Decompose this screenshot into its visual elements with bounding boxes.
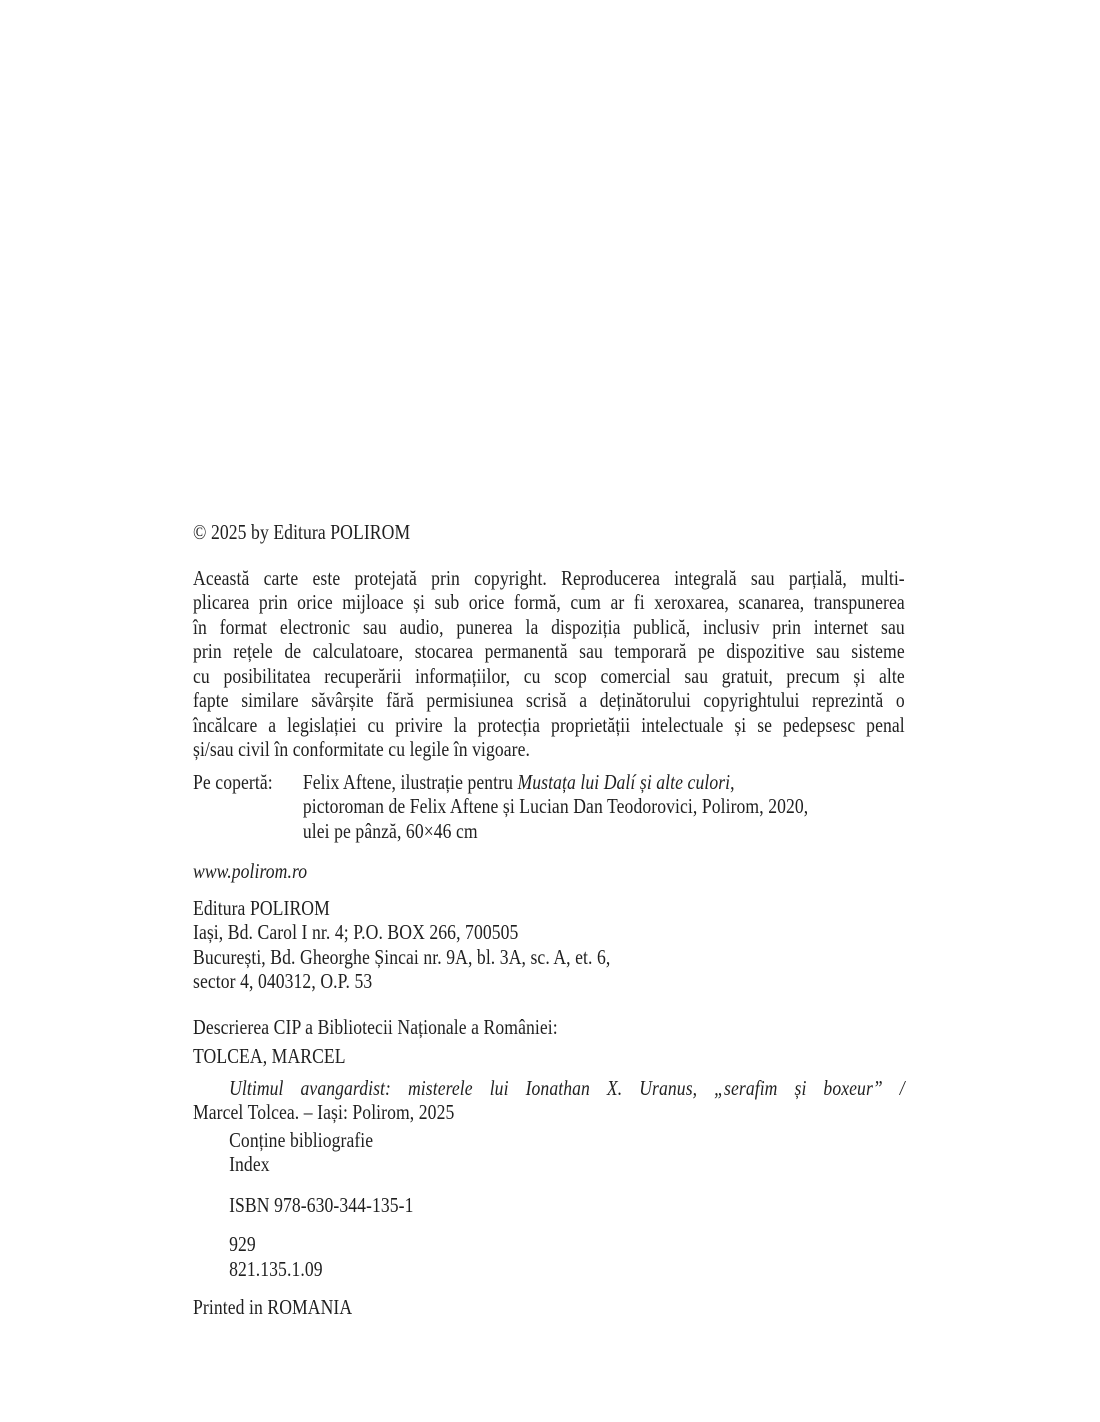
notice-line: plicarea prin orice mijloace și sub orice formă, cum ar fi xeroxarea, scanarea, transpunerea — [193, 590, 905, 614]
notice-line: și/sau civil în conformitate cu legile în vigoare. — [193, 737, 531, 761]
copyright-notice-paragraph — [193, 566, 905, 762]
publisher-address-block — [193, 896, 905, 994]
notice-line: încălcare a legislației cu privire la protecția proprietății intelectuale și se pedepsesc penal — [193, 712, 905, 737]
publisher-website: www.polirom.ro — [193, 859, 308, 883]
cover-credit-line-2: pictoroman de Felix Aftene și Lucian Dan Teodorovici, Polirom, 2020, — [302, 794, 809, 818]
cip-notes-block — [193, 1128, 905, 1177]
notice-line: în format electronic sau audio, punerea la dispoziția publică, inclusiv prin internet sau — [193, 614, 905, 639]
classification-code-1: 929 — [229, 1232, 256, 1256]
cover-artwork-title: Mustața lui Dalí și alte culori — [517, 769, 731, 794]
publisher-address-bucuresti: București, Bd. Gheorghe Șincai nr. 9A, bl. 3A, sc. A, et. 6, — [193, 944, 611, 969]
cover-credit-block — [193, 770, 905, 844]
notice-line: fapte similare săvârșite fără permisiunea scrisă a deținătorului copyrightului reprezintă o — [193, 688, 905, 712]
publisher-name: Editura POLIROM — [193, 895, 330, 920]
classification-code-2: 821.135.1.09 — [229, 1256, 323, 1281]
cover-credit-text: Felix Aftene, ilustrație pentru — [302, 769, 518, 794]
text-column — [193, 520, 905, 1320]
cip-author: TOLCEA, MARCEL — [193, 1044, 346, 1068]
cover-credit-line-3: ulei pe pânză, 60×46 cm — [302, 818, 478, 843]
printed-in-line: Printed in ROMANIA — [193, 1295, 353, 1319]
cip-title-line-2: Marcel Tolcea. – Iași: Polirom, 2025 — [193, 1100, 455, 1124]
cover-credit-label: Pe copertă: — [193, 769, 273, 794]
copyright-year-line: © 2025 by Editura POLIROM — [193, 520, 411, 544]
notice-line: cu posibilitatea recuperării informațiilor, cu scop comercial sau gratuit, precum și alte — [193, 663, 905, 688]
cover-credit-text: , — [730, 769, 735, 794]
publisher-address-iasi: Iași, Bd. Carol I nr. 4; P.O. BOX 266, 700505 — [193, 920, 519, 944]
cover-credit-line-1 — [303, 770, 905, 795]
publisher-address-sector: sector 4, 040312, O.P. 53 — [193, 969, 373, 993]
classification-block — [193, 1232, 905, 1281]
notice-line: Această carte este protejată prin copyright. Reproducerea integrală sau parțială, multi- — [193, 565, 905, 590]
cover-credit-content — [303, 770, 905, 844]
cip-title-block — [193, 1076, 905, 1125]
isbn-line: ISBN 978-630-344-135-1 — [229, 1192, 414, 1217]
notice-line: prin rețele de calculatoare, stocarea permanentă sau temporară pe dispozitive sau sisteme — [193, 639, 905, 663]
cip-note-bibliography: Conține bibliografie — [229, 1127, 374, 1152]
cip-note-index: Index — [229, 1152, 270, 1176]
cip-title-line-1: Ultimul avangardist: misterele lui Ionathan X. Uranus, „serafim și boxeur” / — [229, 1075, 905, 1100]
cip-heading: Descrierea CIP a Bibliotecii Naționale a României: — [193, 1014, 558, 1039]
